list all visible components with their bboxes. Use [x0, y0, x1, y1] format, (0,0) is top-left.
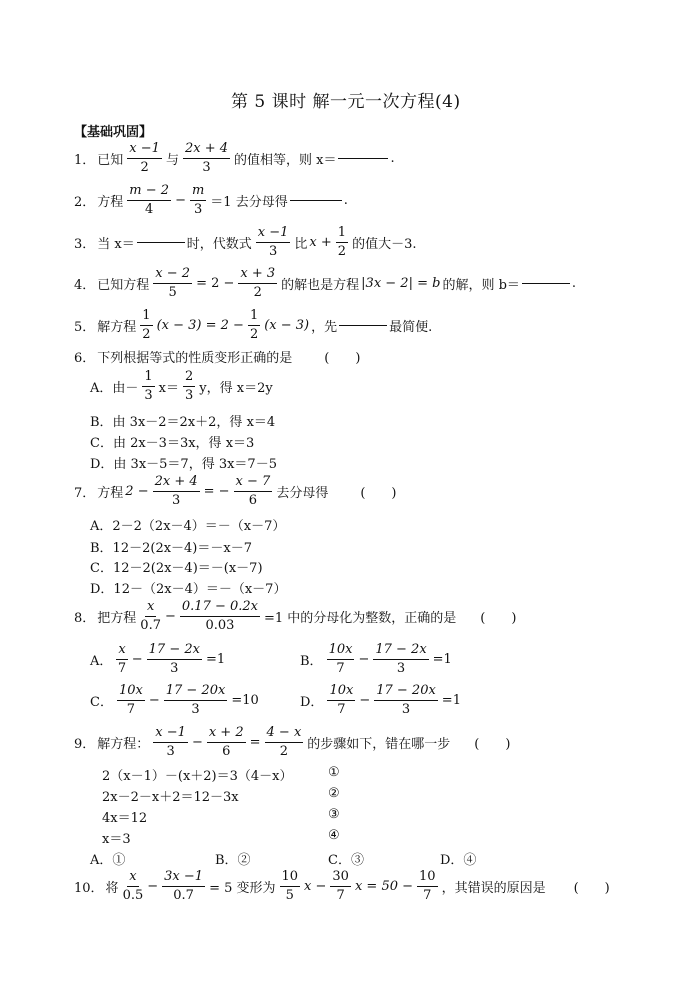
- fraction: $\frac{17 - 2x}{3}$: [375, 642, 427, 676]
- answer-blank: [137, 242, 185, 243]
- question-9: 9． 解方程： $\frac{x -1}{3}$ − $\frac{x + 2}{6}$ = $\frac{4 - x}{2}$ 的步骤如下，错在哪一步 ( ): [74, 725, 511, 759]
- fraction: $\frac{17 - 2x}{3}$: [148, 642, 200, 676]
- section-heading: 【基础巩固】: [74, 125, 153, 140]
- option-c: C．③: [328, 853, 364, 868]
- fraction: $\frac{30}{7}$: [332, 869, 349, 903]
- fraction: $\frac{17 - 20x}{3}$: [376, 683, 436, 717]
- option-c: C．由 2x－3＝3x，得 x＝3: [90, 436, 255, 451]
- fraction: $\frac{10}{7}$: [419, 869, 436, 903]
- option-b: B．由 3x－2＝2x＋2，得 x＝4: [90, 415, 276, 430]
- option-a: A． $\frac{x}{7}$ − $\frac{17 - 2x}{3}$ =1: [90, 642, 226, 676]
- option-b: B． $\frac{10x}{7}$ − $\frac{17 - 2x}{3}$ =1: [300, 642, 452, 676]
- answer-blank: [338, 158, 388, 159]
- step-marker: ①: [328, 765, 340, 780]
- fraction: $\frac{1}{2}$: [249, 308, 259, 342]
- step-line: 4x＝12: [102, 811, 148, 826]
- fraction: $\frac{10x}{7}$: [329, 683, 354, 717]
- option-d: D． $\frac{10x}{7}$ − $\frac{17 - 20x}{3}$ =1: [300, 683, 461, 717]
- question-4: 4． 已知方程 $\frac{x - 2}{5}$ = 2 − $\frac{x + 3}{2}$ 的解也是方程 |3x − 2| = b 的解，则 b＝ .: [74, 266, 577, 300]
- fraction: $\frac{x}{7}$: [117, 642, 127, 676]
- fraction: $\frac{m}{3}$: [191, 183, 205, 217]
- fraction: $\frac{3x -1}{0.7}$: [164, 869, 204, 903]
- option-b: B．②: [215, 853, 251, 868]
- answer-blank: [522, 283, 570, 284]
- question-6: 6． 下列根据等式的性质变形正确的是 ( ): [74, 351, 361, 366]
- fraction: $\frac{2x + 4}{3}$: [184, 141, 228, 175]
- option-a: A．2－2（2x－4）＝－（x－7）: [90, 519, 286, 534]
- fraction: $\frac{x -1}{2}$: [129, 141, 160, 175]
- fraction: $\frac{x -1}{3}$: [257, 225, 289, 259]
- question-3: 3． 当 x＝ 时，代数式 $\frac{x -1}{3}$ 比 x + $\frac{1}{2}$ 的值大－3.: [74, 225, 417, 259]
- option-c: C．12－2(2x－4)＝－(x－7): [90, 561, 263, 576]
- fraction: $\frac{x - 7}{6}$: [235, 474, 271, 508]
- fraction: $\frac{10}{5}$: [281, 869, 299, 903]
- fraction: $\frac{x -1}{3}$: [155, 725, 186, 759]
- fraction: $\frac{x + 3}{2}$: [240, 266, 276, 300]
- option-d: D．由 3x－5＝7，得 3x＝7－5: [90, 457, 277, 472]
- option-b: B．12－2(2x－4)＝－x－7: [90, 541, 252, 556]
- option-a: A．由－ $\frac{1}{3}$ x＝ $\frac{2}{3}$ y，得 x＝2y: [90, 369, 273, 403]
- question-10: 10． 将 $\frac{x}{0.5}$ − $\frac{3x -1}{0.7}$ = 5 变形为 $\frac{10}{5}$ x − $\frac{30}{7}$ x = 50 − $\frac{10}{7}$ ，其错误的原因是 ( ): [74, 869, 610, 903]
- fraction: $\frac{x + 2}{6}$: [208, 725, 244, 759]
- option-c: C． $\frac{10x}{7}$ − $\frac{17 - 20x}{3}$ =10: [90, 683, 259, 717]
- fraction: $\frac{2}{3}$: [185, 369, 194, 403]
- fraction: $\frac{1}{3}$: [144, 369, 153, 403]
- fraction: $\frac{0.17 - 0.2x}{0.03}$: [181, 599, 258, 633]
- step-line: 2（x－1）－(x＋2)＝3（4－x）: [102, 769, 293, 784]
- fraction: $\frac{m - 2}{4}$: [129, 183, 170, 217]
- page-title: 第 5 课时 解一元一次方程(4): [231, 92, 461, 112]
- fraction: $\frac{1}{2}$: [142, 308, 151, 342]
- fraction: $\frac{10x}{7}$: [118, 683, 143, 717]
- step-marker: ④: [328, 828, 340, 843]
- fraction: $\frac{x}{0.7}$: [140, 599, 161, 633]
- fraction: $\frac{17 - 20x}{3}$: [165, 683, 226, 717]
- question-1: 1． 已知 $\frac{x -1}{2}$ 与 $\frac{2x + 4}{3}$ 的值相等，则 x＝ .: [74, 141, 395, 175]
- fraction: $\frac{x - 2}{5}$: [155, 266, 191, 300]
- step-line: 2x－2－x＋2＝12－3x: [102, 790, 239, 805]
- answer-blank: [339, 325, 387, 326]
- fraction: $\frac{4 - x}{2}$: [266, 725, 302, 759]
- option-d: D．④: [440, 853, 477, 868]
- fraction: $\frac{1}{2}$: [337, 225, 347, 259]
- question-2: 2． 方程 $\frac{m - 2}{4}$ − $\frac{m}{3}$ ＝1 去分母得 .: [74, 183, 348, 217]
- option-a: A．①: [90, 853, 126, 868]
- question-5: 5． 解方程 $\frac{1}{2}$ (x − 3) = 2 − $\frac{1}{2}$ (x − 3) ，先 最简便.: [74, 308, 433, 342]
- question-7: 7． 方程 2 − $\frac{2x + 4}{3}$ = − $\frac{x - 7}{6}$ 去分母得 ( ): [74, 474, 397, 508]
- question-8: 8． 把方程 $\frac{x}{0.7}$ − $\frac{0.17 - 0.2x}{0.03}$ =1 中的分母化为整数，正确的是 ( ): [74, 599, 517, 633]
- fraction: $\frac{10x}{7}$: [328, 642, 353, 676]
- step-line: x＝3: [102, 832, 131, 847]
- fraction: $\frac{2x + 4}{3}$: [154, 474, 198, 508]
- fraction: $\frac{x}{0.5}$: [122, 869, 144, 903]
- answer-blank: [290, 200, 342, 201]
- step-marker: ③: [328, 807, 340, 822]
- option-d: D．12－（2x－4）＝－（x－7）: [90, 582, 287, 597]
- step-marker: ②: [328, 786, 340, 801]
